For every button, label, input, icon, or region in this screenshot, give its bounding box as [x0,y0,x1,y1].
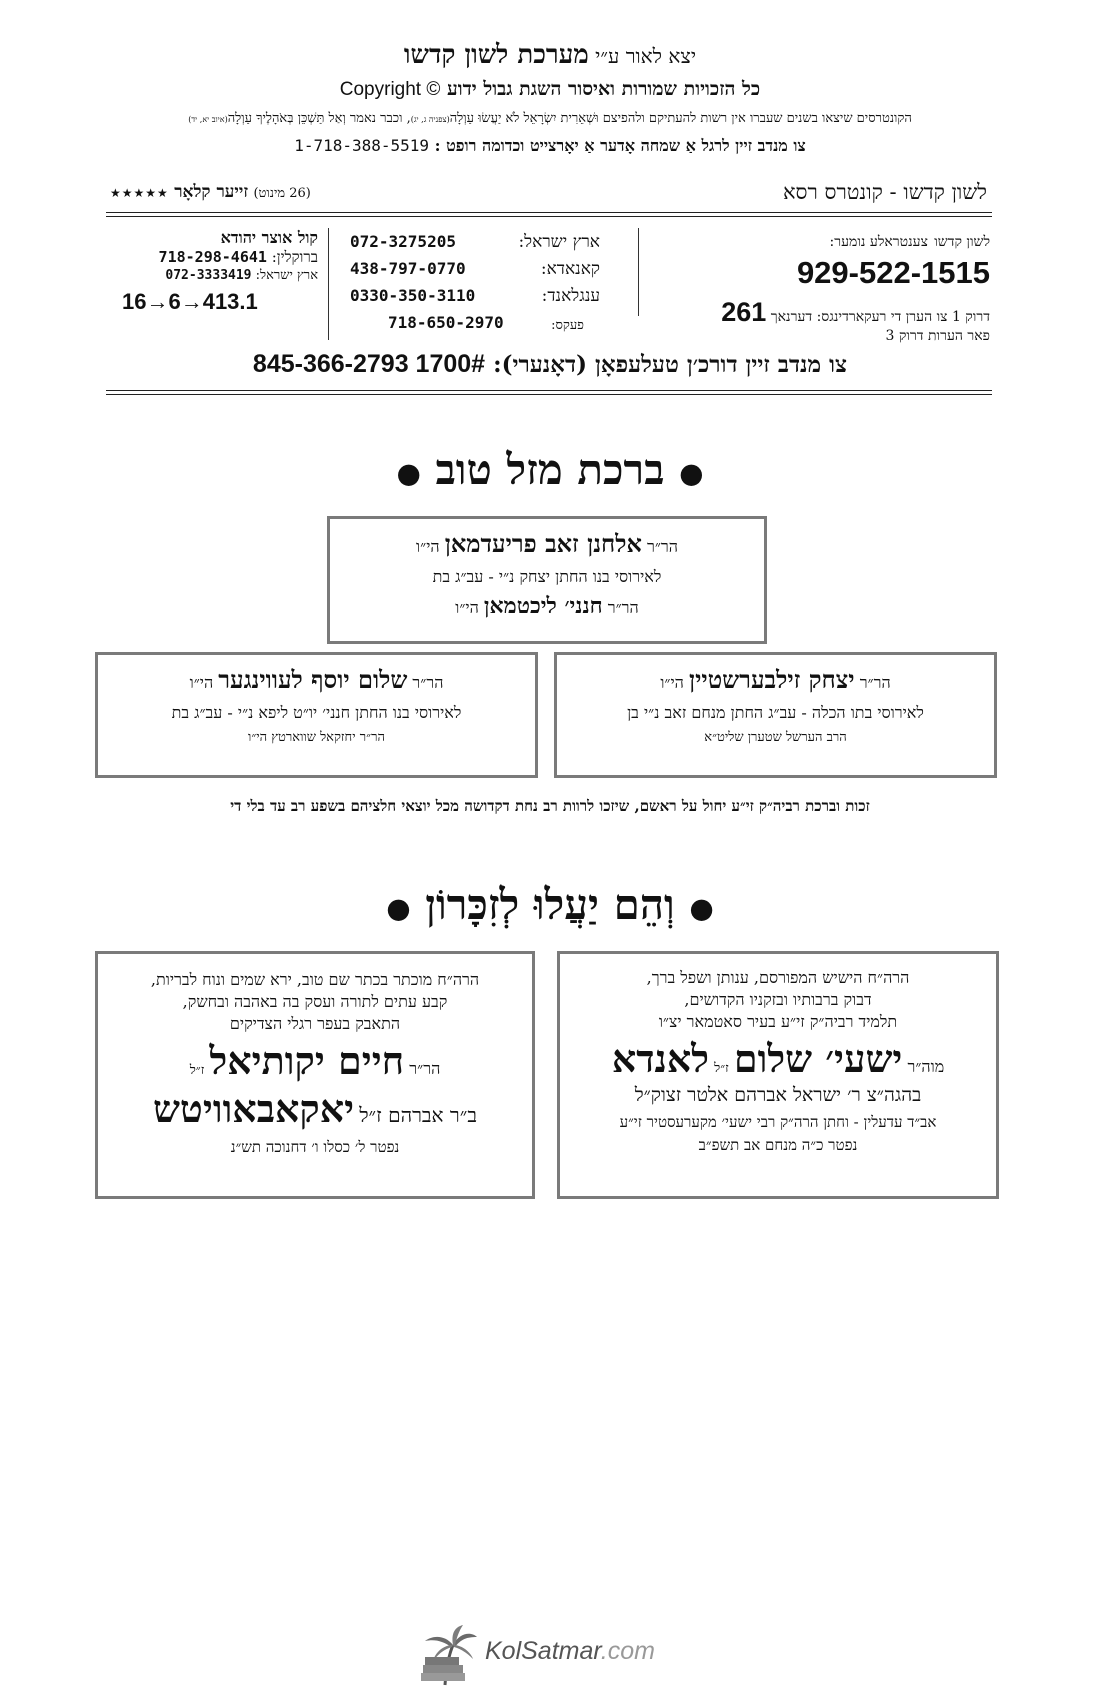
memorial-line: בהגה״צ ר׳ ישראל אברהם אלטר זצוק״ל [634,1084,922,1106]
clarity-label: זייער קלאָר [174,182,249,202]
donation-line [0,350,1100,379]
duration: (26 מינוט) [253,186,311,201]
memorial-line: דבוק ברבותיו ובזקניו הקדושים, [684,990,872,1009]
donation-phone[interactable]: 845-366-2793 1700# [252,350,486,378]
dedication-text: צו מנדב זיין לרגל אַ שמחה אָדער אַ יאָרצייט וכדומה רופט : [434,136,806,155]
mazel-tov-box-top [327,516,767,644]
brooklyn-row: ברוקלין: 718-298-4641 [158,248,318,266]
central-phone[interactable]: 929-522-1515 [796,255,990,290]
box-line-3: הר״ר יחזקאל שווארטץ הי״ו [248,730,385,745]
kol-otzar-title: קול אוצר יהודא [220,228,318,247]
dial-code: 261 [721,297,767,327]
notice-ref-1: (צפניה ג, יג) [410,115,450,124]
box-line-3: הרב הערשל שטערן שליט״א [704,730,847,745]
kol-otzar-block [122,228,318,315]
dial-instructions: דרוק 1 צו הערן די רעקארדינגס: דערנאך 261 [721,297,990,327]
copyright-text: Copyright © [339,79,441,100]
blessing-text: זכות וברכת רביה״ק זי״ע יחול על ראשם, שיזכו לרוות רב נחת דקדושה מכל יוצאי חלציהם בשפע רב עד בלי די [230,797,870,815]
box-line-3: הר״ר חנני׳ ליכטמאן הי״ו [455,593,639,619]
menu-path-code: 16→6→413.1 [122,289,258,314]
comments-instructions: פאר הערות דרוק 3 [885,328,990,344]
publisher-name: מערכת לשון קדשו [403,40,589,70]
memorial-line: הרה״ח מוכתר בכתר שם טוב, ירא שמים ונוח לבריות, [150,970,480,989]
box-line-1: הר״ר אלחנן זאב פריעדמאן הי״ו [416,529,678,558]
publisher-line [0,40,1100,70]
israel-row: ארץ ישראל: 072-3333419 [165,268,318,283]
divider-mid-2 [106,394,992,395]
donation-text: צו מנדב זיין דורכ׳ן טעלעפאָן (דאָנערי): [493,351,848,378]
central-number-block [660,230,990,345]
mazel-tov-title: ● ברכת מזל טוב ● [396,445,704,494]
divider-top-2 [106,216,992,217]
brooklyn-phone[interactable]: 718-298-4641 [158,248,267,266]
memorial-line: התאבק בעפר רגלי הצדיקים [229,1014,401,1033]
memorial-line: הרה״ח הישיש המפורסם, ענותן ושפל ברך, [646,968,910,987]
vertical-divider-1 [638,228,639,316]
number-row: ענגלאנד: 0330-350-3110 [350,286,600,306]
fax-row: פעקס: 718-650-2970 [388,313,584,333]
box-line-2: לאירוסי בנו החתן יצחק נ״י - עב״ג בת [432,567,662,586]
rights-text: כל הזכויות שמורות ואיסור השגת גבול ידוע [447,78,761,100]
mazel-tov-box-right [554,652,997,778]
dedication-phone[interactable]: 1-718-388-5519 [294,136,430,155]
memorial-line: קבע עתים לתורה ועסק בה באהבה ובחשק, [182,992,448,1011]
central-subtitle: צענטראלע נומער: [829,234,928,250]
box-line-1: הר״ר שלום יוסף לעווינגער הי״ו [189,665,444,694]
number-row: קאנאדא: 438-797-0770 [350,259,600,279]
central-title: לשון קדשו צענטראלע נומער: [829,234,990,250]
memorial-line: אב״ד עדעלין - וחתן הרה״ק רבי ישעי׳ מקערעסטיר זי״ע [619,1113,937,1131]
notice-line [0,110,1100,126]
memorial-title: ● וְהֵם יַעֲלוּ לְזִכָּרוֹן ● [386,880,714,929]
box-line-1: הר״ר יצחק זילבערשטיין הי״ו [660,665,891,694]
israel-phone[interactable]: 072-3333419 [165,268,252,283]
booklet-meta [110,182,311,202]
memorial-date: נפטר כ״ה מנחם אב תשפ״ב [698,1136,858,1154]
dedication-line [0,136,1100,156]
box-line-2: לאירוסי בנו החתן חנני׳ יו״ט ליפא נ״י - עב״ג בת [171,703,462,722]
divider-top-1 [106,212,992,213]
memorial-box-right [557,951,999,1199]
palm-tree-icon [415,1625,479,1687]
booklet-title: לשון קדשו - קונטרס רסא [782,180,987,204]
memorial-date: נפטר ל׳ כסלו ו׳ דחנוכה תש״נ [230,1138,400,1156]
publisher-prefix: יצא לאור ע״י [595,44,697,68]
memorial-name-line: מוה״ר ישעי׳ שלום ז״ל לאנדא [611,1036,945,1081]
notice-ref-2: (איוב יא, יד) [188,115,228,124]
divider-mid-1 [106,390,992,391]
notice-text: הקונטרסים שיצאו בשנים שעברו אין רשות להעתיקם ולהפיצם וּשְׁאֵרִית יִשְׂרָאֵל לֹא יַעֲשׂוּ עַוְלָה [449,111,912,126]
mazel-tov-box-left [95,652,538,778]
vertical-divider-2 [328,228,329,340]
kolsatmar-logo[interactable] [415,1625,695,1685]
memorial-line: תלמיד רביה״ק זי״ע בעיר סאטמאר יצ״ו [658,1012,898,1031]
memorial-box-left [95,951,535,1199]
memorial-name-line: הר״ר חיים יקותיאל ז״ל [189,1038,441,1083]
notice-text-2: , וכבר נאמר וְאַל תַּשְׁכֵּן בְּאֹהָלֶיךָ עַוְלָה [227,111,411,126]
memorial-father-line: ב״ר אברהם ז״ל יאקאבאוויטש [153,1086,477,1131]
logo-text: KolSatmar.com [485,1637,655,1665]
box-line-2: לאירוסי בתו הכלה - עב״ג החתן מנחם זאב נ״י בן [627,703,924,722]
international-numbers [350,232,600,340]
number-row: ארץ ישראל: 072-3275205 [350,232,600,252]
rating-stars: ★★★★★ [110,186,169,200]
rights-line [0,78,1100,101]
